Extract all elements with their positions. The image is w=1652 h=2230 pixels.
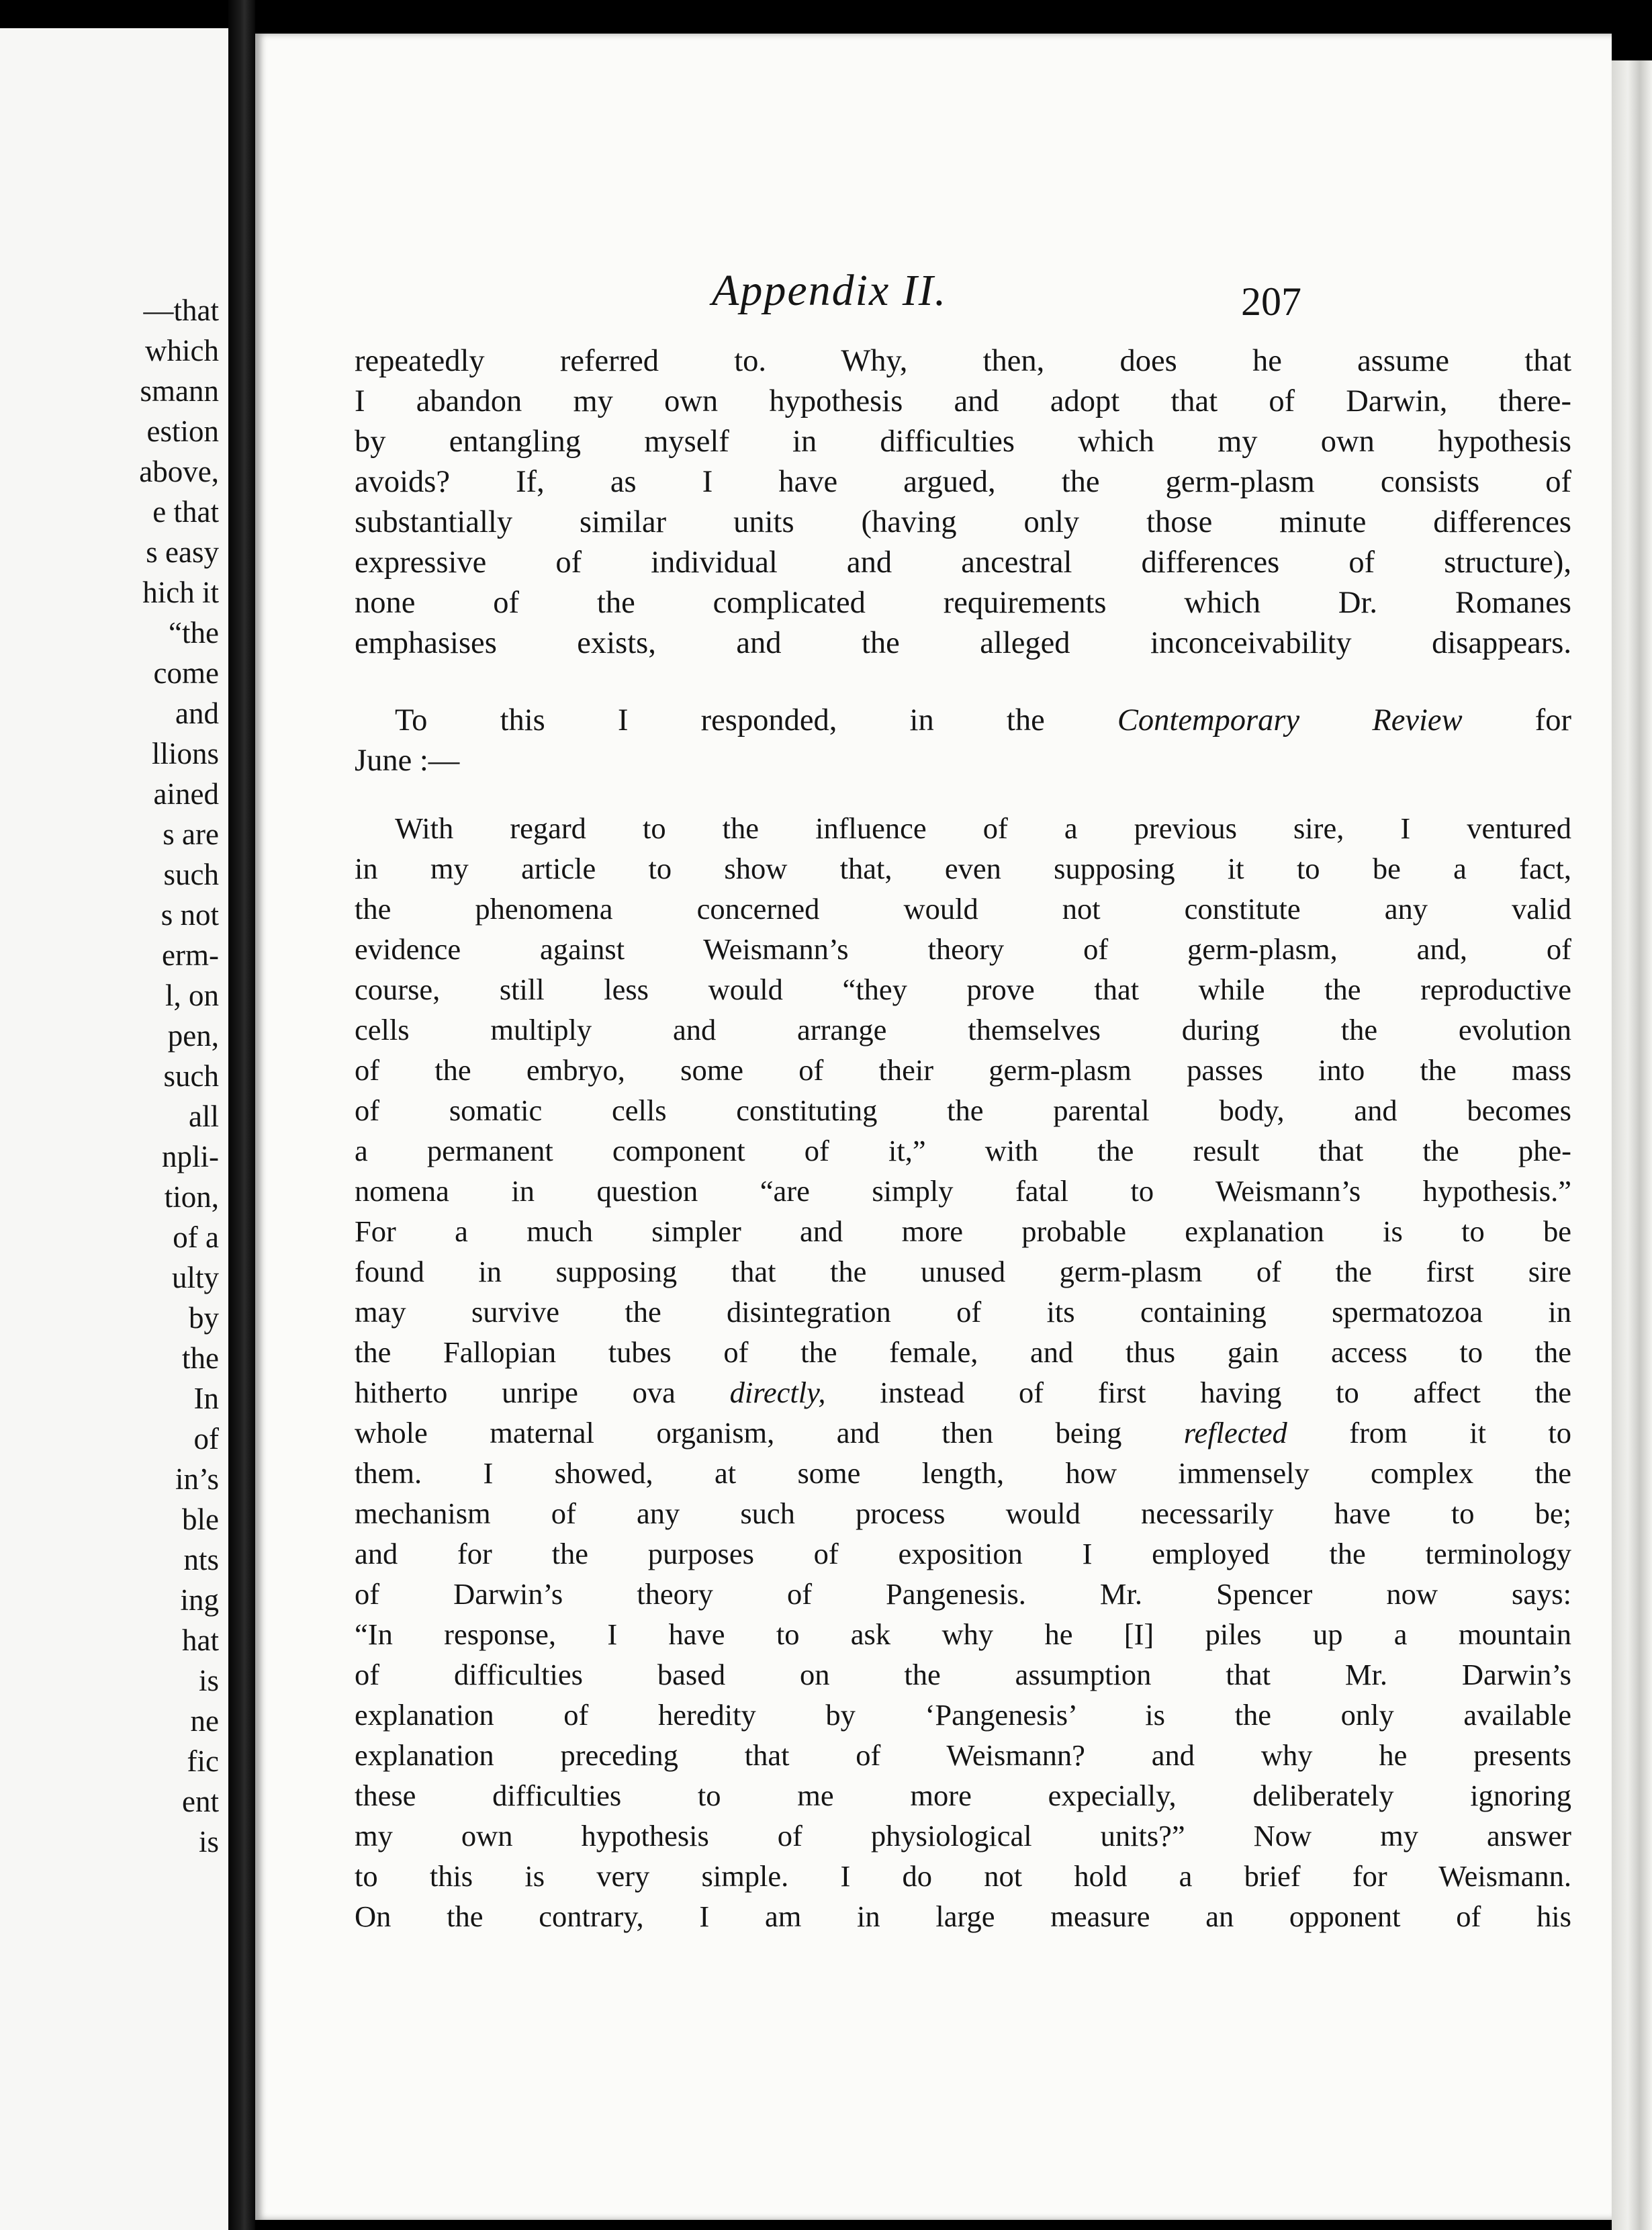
text-line: them. I showed, at some length, how immensely complex the bbox=[355, 1456, 1571, 1490]
text-segment: To this I responded, in the bbox=[395, 703, 1045, 738]
left-page-fragment: the bbox=[182, 1341, 219, 1375]
left-facing-page bbox=[0, 28, 228, 2230]
left-page-fragment: l, on bbox=[165, 979, 219, 1012]
left-page-fragment: of a bbox=[173, 1220, 219, 1254]
text-line: may survive the disintegration of its containing spermatozoa in bbox=[355, 1295, 1571, 1329]
text-line: by entangling myself in difficulties which my own hypothesis bbox=[355, 425, 1571, 459]
left-page-fragment: tion, bbox=[164, 1180, 219, 1214]
text-line: emphasises exists, and the alleged inconceivability disappears. bbox=[355, 626, 1571, 660]
text-line: these difficulties to me more expecially, deliberately ignoring bbox=[355, 1779, 1571, 1812]
text-line: explanation preceding that of Weismann? and why he presents bbox=[355, 1738, 1571, 1772]
text-segment: instead of first having to affect the bbox=[880, 1376, 1572, 1409]
left-page-fragment: ing bbox=[180, 1583, 219, 1617]
paragraph-response-intro bbox=[355, 701, 1571, 781]
paragraph-gap bbox=[355, 781, 1571, 808]
text-line: I abandon my own hypothesis and adopt that of Darwin, there- bbox=[355, 384, 1571, 418]
left-page-fragment: erm- bbox=[162, 938, 219, 972]
left-page-fragment: e that bbox=[152, 495, 219, 529]
body-text bbox=[355, 341, 1571, 1936]
page-header bbox=[255, 265, 1612, 324]
left-page-fragment: smann bbox=[140, 374, 219, 408]
text-line: a permanent component of it,” with the result that the phe- bbox=[355, 1134, 1571, 1167]
text-line: of Darwin’s theory of Pangenesis. Mr. Spencer now says: bbox=[355, 1577, 1571, 1611]
left-page-fragment: all bbox=[189, 1100, 219, 1133]
text-line: and for the purposes of exposition I employed the terminology bbox=[355, 1537, 1571, 1570]
left-page-fragment: In bbox=[193, 1382, 219, 1415]
left-page-fragment: s not bbox=[160, 898, 219, 932]
text-line: my own hypothesis of physiological units?” Now my answer bbox=[355, 1819, 1571, 1853]
left-page-fragment: hat bbox=[182, 1623, 219, 1657]
left-page-fragment: estion bbox=[146, 414, 219, 448]
quoted-paragraph bbox=[355, 808, 1571, 1936]
left-page-fragment: such bbox=[163, 858, 219, 891]
text-segment: for bbox=[1534, 703, 1572, 738]
text-line: nomena in question “are simply fatal to Weismann’s hypothesis.” bbox=[355, 1174, 1571, 1208]
text-line: of the embryo, some of their germ-plasm passes into the mass bbox=[355, 1053, 1571, 1087]
text-line: none of the complicated requirements which Dr. Romanes bbox=[355, 586, 1571, 620]
text-line bbox=[355, 1372, 1571, 1413]
text-line bbox=[355, 701, 1571, 741]
left-page-fragment: in’s bbox=[175, 1462, 219, 1496]
left-page-fragment: pen, bbox=[167, 1019, 219, 1053]
italic-word: reflected bbox=[1183, 1416, 1287, 1450]
text-line: in my article to show that, even supposing it to be a fact, bbox=[355, 852, 1571, 885]
left-page-fragment: nts bbox=[183, 1543, 219, 1576]
left-page-fragment: ne bbox=[190, 1704, 219, 1738]
left-page-fragment: hich it bbox=[142, 576, 219, 609]
text-line: found in supposing that the unused germ-plasm of the first sire bbox=[355, 1255, 1571, 1288]
left-page-fragment: such bbox=[163, 1059, 219, 1093]
text-line: to this is very simple. I do not hold a brief for Weismann. bbox=[355, 1859, 1571, 1893]
text-line: expressive of individual and ancestral differences of structure), bbox=[355, 545, 1571, 580]
text-line: substantially similar units (having only those minute differences bbox=[355, 505, 1571, 539]
text-line: course, still less would “they prove that while the reproductive bbox=[355, 973, 1571, 1006]
left-page-fragment: ble bbox=[182, 1503, 219, 1536]
book-gutter bbox=[228, 0, 255, 2230]
left-page-fragment: s are bbox=[163, 817, 219, 851]
left-page-fragment: and bbox=[175, 697, 219, 730]
left-page-fragment: above, bbox=[139, 455, 219, 488]
text-line: avoids? If, as I have argued, the germ-plasm consists of bbox=[355, 465, 1571, 499]
left-page-fragment: npli- bbox=[162, 1140, 219, 1173]
italic-word: directly, bbox=[729, 1376, 826, 1409]
text-line: mechanism of any such process would necessarily have to be; bbox=[355, 1497, 1571, 1530]
text-line: For a much simpler and more probable explanation is to be bbox=[355, 1214, 1571, 1248]
paragraph-continuation bbox=[355, 341, 1571, 664]
left-page-fragment: s easy bbox=[146, 535, 219, 569]
left-page-fragment: by bbox=[189, 1301, 219, 1335]
left-page-fragment: of bbox=[193, 1422, 219, 1456]
text-line: cells multiply and arrange themselves during the evolution bbox=[355, 1013, 1571, 1046]
text-line: of somatic cells constituting the parental body, and becomes bbox=[355, 1094, 1571, 1127]
book-page bbox=[255, 34, 1612, 2220]
left-page-fragment: which bbox=[145, 334, 219, 367]
left-page-fragment: ent bbox=[182, 1785, 219, 1818]
left-page-fragment: come bbox=[153, 656, 219, 690]
page-edge bbox=[1612, 60, 1652, 2230]
text-line: the phenomena concerned would not constitute any valid bbox=[355, 892, 1571, 926]
journal-title: Contemporary Review bbox=[1117, 703, 1463, 738]
text-line: of difficulties based on the assumption that Mr. Darwin’s bbox=[355, 1658, 1571, 1691]
text-line: “In response, I have to ask why he [I] piles up a mountain bbox=[355, 1617, 1571, 1651]
page-number: 207 bbox=[1241, 279, 1301, 324]
text-line bbox=[355, 1413, 1571, 1453]
left-page-fragment: —that bbox=[143, 294, 219, 327]
text-segment: whole maternal organism, and then being bbox=[355, 1416, 1122, 1450]
left-page-fragment: ulty bbox=[171, 1261, 219, 1294]
left-page-fragment: is bbox=[198, 1664, 219, 1697]
text-segment: hitherto unripe ova bbox=[355, 1376, 676, 1409]
text-line: repeatedly referred to. Why, then, does he assume that bbox=[355, 344, 1571, 378]
left-page-fragment: is bbox=[198, 1825, 219, 1859]
text-line: evidence against Weismann’s theory of germ-plasm, and, of bbox=[355, 932, 1571, 966]
left-page-fragment: fic bbox=[187, 1744, 219, 1778]
left-page-fragment: llions bbox=[151, 737, 219, 770]
text-line: With regard to the influence of a previous sire, I ventured bbox=[395, 811, 1571, 845]
running-head: Appendix II. bbox=[712, 266, 948, 315]
text-line: the Fallopian tubes of the female, and thus gain access to the bbox=[355, 1335, 1571, 1369]
text-line: On the contrary, I am in large measure an opponent of his bbox=[355, 1900, 1571, 1933]
left-page-fragment: “the bbox=[169, 616, 219, 650]
text-line: June :— bbox=[355, 744, 460, 778]
left-page-fragment: ained bbox=[153, 777, 219, 811]
paragraph-gap bbox=[355, 664, 1571, 701]
text-segment: from it to bbox=[1349, 1416, 1572, 1450]
text-line: explanation of heredity by ‘Pangenesis’ is the only available bbox=[355, 1698, 1571, 1732]
